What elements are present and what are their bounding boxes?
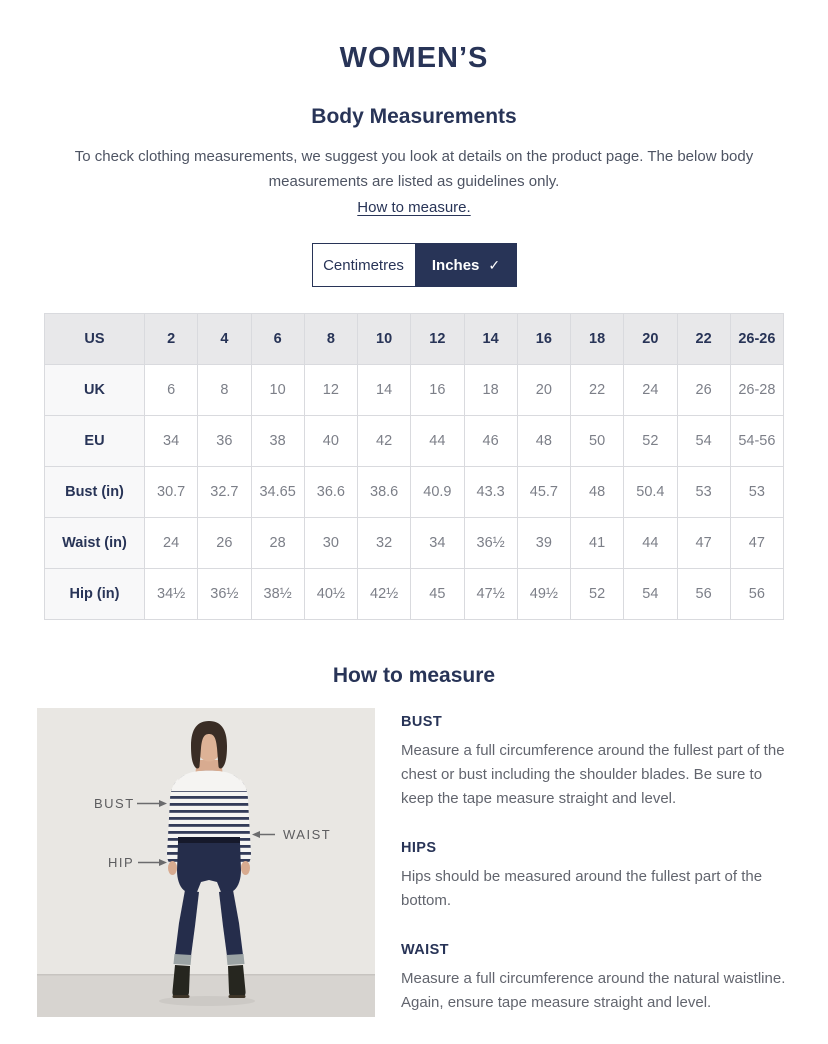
- size-value-cell: 38½: [251, 569, 304, 620]
- size-value-cell: 18: [571, 314, 624, 365]
- size-value-cell: 43.3: [464, 467, 517, 518]
- size-value-cell: 26-28: [730, 365, 783, 416]
- size-value-cell: 12: [411, 314, 464, 365]
- size-value-cell: 40: [304, 416, 357, 467]
- size-value-cell: 10: [358, 314, 411, 365]
- body-measurements-subtitle: Body Measurements: [311, 105, 517, 128]
- size-value-cell: 20: [517, 365, 570, 416]
- measure-section-title: BUST: [401, 714, 443, 730]
- size-value-cell: 18: [464, 365, 517, 416]
- size-table-row: [45, 467, 784, 518]
- measure-info-column: [401, 708, 791, 1044]
- size-value-cell: 14: [464, 314, 517, 365]
- size-value-cell: 34: [145, 416, 198, 467]
- figure-waist-label: WAIST: [283, 827, 332, 842]
- size-value-cell: 6: [145, 365, 198, 416]
- size-value-cell: 48: [517, 416, 570, 467]
- row-label-cell: Bust (in): [45, 467, 145, 518]
- row-label-cell: Waist (in): [45, 518, 145, 569]
- size-value-cell: 53: [677, 467, 730, 518]
- measurement-figure-photo: [37, 708, 375, 1017]
- size-value-cell: 14: [358, 365, 411, 416]
- size-table-row: [45, 518, 784, 569]
- size-value-cell: 45.7: [517, 467, 570, 518]
- size-table-header-row: [45, 314, 784, 365]
- size-value-cell: 32.7: [198, 467, 251, 518]
- check-icon: ✓: [488, 256, 501, 273]
- size-value-cell: 47: [677, 518, 730, 569]
- size-value-cell: 6: [251, 314, 304, 365]
- size-value-cell: 24: [145, 518, 198, 569]
- measure-section-text: Hips should be measured around the fullest part of the bottom.: [401, 868, 763, 909]
- row-label-cell: Hip (in): [45, 569, 145, 620]
- size-value-cell: 34½: [145, 569, 198, 620]
- centimetres-button[interactable]: Centimetres: [312, 243, 416, 287]
- size-value-cell: 16: [411, 365, 464, 416]
- measure-section-title: WAIST: [401, 942, 449, 958]
- size-table-row: [45, 365, 784, 416]
- how-to-measure-heading: How to measure: [332, 664, 496, 687]
- row-label-cell: US: [45, 314, 145, 365]
- row-label-cell: UK: [45, 365, 145, 416]
- size-value-cell: 52: [624, 416, 677, 467]
- inches-button-label: Inches: [431, 256, 480, 274]
- size-value-cell: 36½: [464, 518, 517, 569]
- size-value-cell: 30: [304, 518, 357, 569]
- size-value-cell: 2: [145, 314, 198, 365]
- size-value-cell: 22: [677, 314, 730, 365]
- size-value-cell: 30.7: [145, 467, 198, 518]
- size-table-row: [45, 569, 784, 620]
- size-value-cell: 54: [677, 416, 730, 467]
- size-value-cell: 50: [571, 416, 624, 467]
- size-value-cell: 56: [677, 569, 730, 620]
- size-value-cell: 44: [624, 518, 677, 569]
- photo-floor: [37, 974, 375, 1017]
- size-value-cell: 42½: [358, 569, 411, 620]
- size-value-cell: 53: [730, 467, 783, 518]
- size-value-cell: 40.9: [411, 467, 464, 518]
- intro-text: To check clothing measurements, we suggest you look at details on the product page. The below body measurements are listed as guidelines only.: [74, 148, 754, 190]
- figure-left-hand: [168, 861, 177, 875]
- size-value-cell: 16: [517, 314, 570, 365]
- size-table-row: [45, 416, 784, 467]
- size-value-cell: 44: [411, 416, 464, 467]
- how-to-measure-link[interactable]: How to measure.: [357, 199, 471, 216]
- size-value-cell: 24: [624, 365, 677, 416]
- size-value-cell: 46: [464, 416, 517, 467]
- size-value-cell: 4: [198, 314, 251, 365]
- size-value-cell: 10: [251, 365, 304, 416]
- size-value-cell: 36.6: [304, 467, 357, 518]
- size-value-cell: 8: [198, 365, 251, 416]
- size-value-cell: 38.6: [358, 467, 411, 518]
- row-label-cell: EU: [45, 416, 145, 467]
- photo-floor-line: [37, 974, 375, 976]
- measure-section-title: HIPS: [401, 840, 437, 856]
- size-value-cell: 39: [517, 518, 570, 569]
- figure-right-hand: [241, 861, 250, 875]
- size-value-cell: 28: [251, 518, 304, 569]
- size-value-cell: 34.65: [251, 467, 304, 518]
- size-value-cell: 36½: [198, 569, 251, 620]
- size-value-cell: 38: [251, 416, 304, 467]
- page-title: WOMEN’S: [339, 42, 489, 74]
- size-value-cell: 36: [198, 416, 251, 467]
- size-value-cell: 47: [730, 518, 783, 569]
- size-value-cell: 54: [624, 569, 677, 620]
- size-value-cell: 26: [198, 518, 251, 569]
- measure-section-text: Measure a full circumference around the fullest part of the chest or bust including the shoulder blades. Be sure to keep the tape measure straight and level.: [401, 742, 785, 807]
- measure-section-bust: [401, 714, 791, 811]
- size-value-cell: 20: [624, 314, 677, 365]
- size-value-cell: 26: [677, 365, 730, 416]
- size-value-cell: 41: [571, 518, 624, 569]
- inches-button[interactable]: [416, 243, 517, 287]
- size-value-cell: 52: [571, 569, 624, 620]
- size-table-body: [45, 314, 784, 620]
- size-value-cell: 32: [358, 518, 411, 569]
- measure-section-hips: [401, 840, 791, 913]
- size-value-cell: 12: [304, 365, 357, 416]
- size-value-cell: 26-26: [730, 314, 783, 365]
- figure-hip-label: HIP: [108, 855, 135, 870]
- size-value-cell: 49½: [517, 569, 570, 620]
- measure-link-wrap: [0, 199, 828, 217]
- size-value-cell: 34: [411, 518, 464, 569]
- measure-section-waist: [401, 942, 791, 1015]
- size-value-cell: 42: [358, 416, 411, 467]
- size-value-cell: 48: [571, 467, 624, 518]
- size-value-cell: 56: [730, 569, 783, 620]
- how-to-measure-columns: [37, 708, 791, 1044]
- size-value-cell: 45: [411, 569, 464, 620]
- size-value-cell: 8: [304, 314, 357, 365]
- size-value-cell: 50.4: [624, 467, 677, 518]
- figure-bust-label: BUST: [94, 796, 135, 811]
- size-value-cell: 47½: [464, 569, 517, 620]
- size-value-cell: 54-56: [730, 416, 783, 467]
- size-table: [44, 313, 784, 620]
- size-value-cell: 40½: [304, 569, 357, 620]
- measure-section-text: Measure a full circumference around the natural waistline. Again, ensure tape measure straight and level.: [401, 970, 786, 1011]
- unit-toggle: [0, 243, 828, 287]
- size-value-cell: 22: [571, 365, 624, 416]
